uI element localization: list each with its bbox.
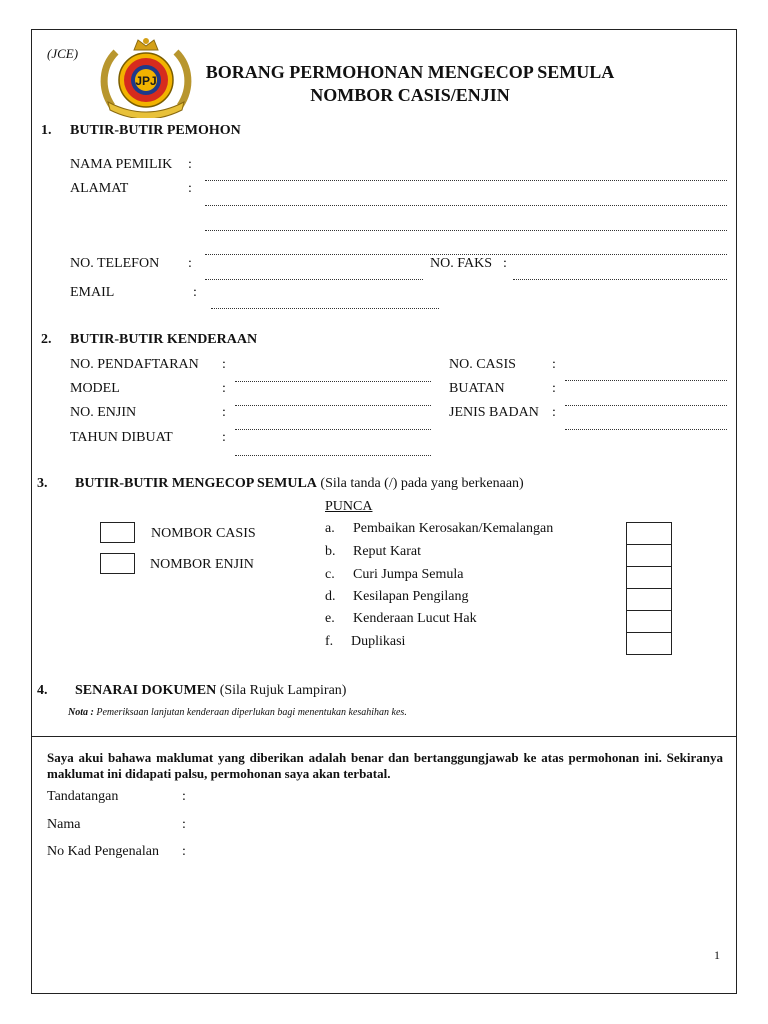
punca-item-a: Pembaikan Kerosakan/Kemalangan <box>353 521 554 536</box>
jenis-badan-line[interactable] <box>565 429 727 430</box>
colon: : <box>552 381 556 396</box>
label-no-pendaftaran: NO. PENDAFTARAN <box>70 357 199 372</box>
colon: : <box>193 285 197 300</box>
section3-heading <box>75 476 524 492</box>
model-line[interactable] <box>235 405 431 406</box>
section2-number: 2. <box>41 332 52 347</box>
logo-text: JPJ <box>135 74 157 88</box>
buatan-line[interactable] <box>565 405 727 406</box>
punca-letter-a: a. <box>325 521 335 536</box>
no-faks-line[interactable] <box>513 279 727 280</box>
label-no-faks: NO. FAKS <box>430 256 492 271</box>
colon: : <box>188 181 192 196</box>
colon: : <box>182 844 186 859</box>
declaration-divider <box>31 736 737 737</box>
label-buatan: BUATAN <box>449 381 505 396</box>
no-telefon-line[interactable] <box>205 279 423 280</box>
colon: : <box>182 789 186 804</box>
colon: : <box>222 357 226 372</box>
declaration-text: Saya akui bahawa maklumat yang diberikan adalah benar dan bertanggungjawab ke atas permohonan ini. Sekiranya maklumat ini didapati palsu, permohonan saya akan terbatal. <box>47 750 723 781</box>
checkbox-nombor-enjin[interactable] <box>100 553 135 574</box>
colon: : <box>188 157 192 172</box>
no-casis-line[interactable] <box>565 380 727 381</box>
section4-heading <box>75 683 346 699</box>
section1-number: 1. <box>41 123 52 138</box>
no-enjin-line[interactable] <box>235 429 431 430</box>
punca-heading: PUNCA <box>325 499 373 514</box>
colon: : <box>188 256 192 271</box>
colon: : <box>552 357 556 372</box>
label-jenis-badan: JENIS BADAN <box>449 405 539 420</box>
punca-item-f: Duplikasi <box>351 634 406 649</box>
punca-letter-f: f. <box>325 634 334 649</box>
checkbox-punca-f[interactable] <box>626 632 672 655</box>
checkbox-punca-c[interactable] <box>626 566 672 589</box>
section4-note <box>68 707 407 718</box>
section4-subtitle: (Sila Rujuk Lampiran) <box>219 683 347 698</box>
punca-item-d: Kesilapan Pengilang <box>353 589 469 604</box>
label-tahun-dibuat: TAHUN DIBUAT <box>70 430 173 445</box>
punca-item-b: Reput Karat <box>353 544 422 559</box>
section4-title: SENARAI DOKUMEN <box>75 683 217 698</box>
label-alamat: ALAMAT <box>70 181 129 196</box>
label-model: MODEL <box>70 381 120 396</box>
checkbox-punca-d[interactable] <box>626 588 672 611</box>
section4-number: 4. <box>37 683 48 698</box>
punca-letter-c: c. <box>325 567 335 582</box>
no-pendaftaran-line[interactable] <box>235 381 431 382</box>
label-email: EMAIL <box>70 285 115 300</box>
section3-number: 3. <box>37 476 48 491</box>
punca-letter-e: e. <box>325 611 335 626</box>
colon: : <box>182 817 186 832</box>
checkbox-punca-b[interactable] <box>626 544 672 567</box>
colon: : <box>503 256 507 271</box>
note-label: Nota : <box>68 707 94 718</box>
section1-title: BUTIR-BUTIR PEMOHON <box>70 123 241 138</box>
label-no-telefon: NO. TELEFON <box>70 256 160 271</box>
label-tandatangan: Tandatangan <box>47 789 119 804</box>
punca-item-e: Kenderaan Lucut Hak <box>353 611 477 626</box>
colon: : <box>552 405 556 420</box>
label-no-casis: NO. CASIS <box>449 357 516 372</box>
section3-subtitle: (Sila tanda (/) pada yang berkenaan) <box>320 476 524 491</box>
label-nama: Nama <box>47 817 81 832</box>
note-text: Pemeriksaan lanjutan kenderaan diperlukan bagi menentukan kesahihan kes. <box>96 707 407 718</box>
form-title-line-2: NOMBOR CASIS/ENJIN <box>310 85 510 105</box>
form-title-line-1: BORANG PERMOHONAN MENGECOP SEMULA <box>205 62 615 82</box>
checkbox-punca-a[interactable] <box>626 522 672 545</box>
checkbox-punca-e[interactable] <box>626 610 672 633</box>
colon: : <box>222 405 226 420</box>
nama-pemilik-line[interactable] <box>205 180 727 181</box>
label-nombor-casis: NOMBOR CASIS <box>151 526 256 541</box>
section3-title: BUTIR-BUTIR MENGECOP SEMULA <box>75 476 317 491</box>
label-nama-pemilik: NAMA PEMILIK <box>70 157 173 172</box>
colon: : <box>222 381 226 396</box>
punca-letter-b: b. <box>325 544 336 559</box>
email-line[interactable] <box>211 308 439 309</box>
punca-letter-d: d. <box>325 589 336 604</box>
label-no-enjin: NO. ENJIN <box>70 405 137 420</box>
form-code: (JCE) <box>47 46 79 61</box>
section2-title: BUTIR-BUTIR KENDERAAN <box>70 332 258 347</box>
label-no-kad-pengenalan: No Kad Pengenalan <box>47 844 159 859</box>
alamat-line-1[interactable] <box>205 205 727 206</box>
page-number: 1 <box>714 948 720 962</box>
alamat-line-3[interactable] <box>205 254 727 255</box>
tahun-dibuat-line[interactable] <box>235 455 431 456</box>
punca-item-c: Curi Jumpa Semula <box>353 567 464 582</box>
alamat-line-2[interactable] <box>205 230 727 231</box>
label-nombor-enjin: NOMBOR ENJIN <box>150 557 254 572</box>
checkbox-nombor-casis[interactable] <box>100 522 135 543</box>
colon: : <box>222 430 226 445</box>
